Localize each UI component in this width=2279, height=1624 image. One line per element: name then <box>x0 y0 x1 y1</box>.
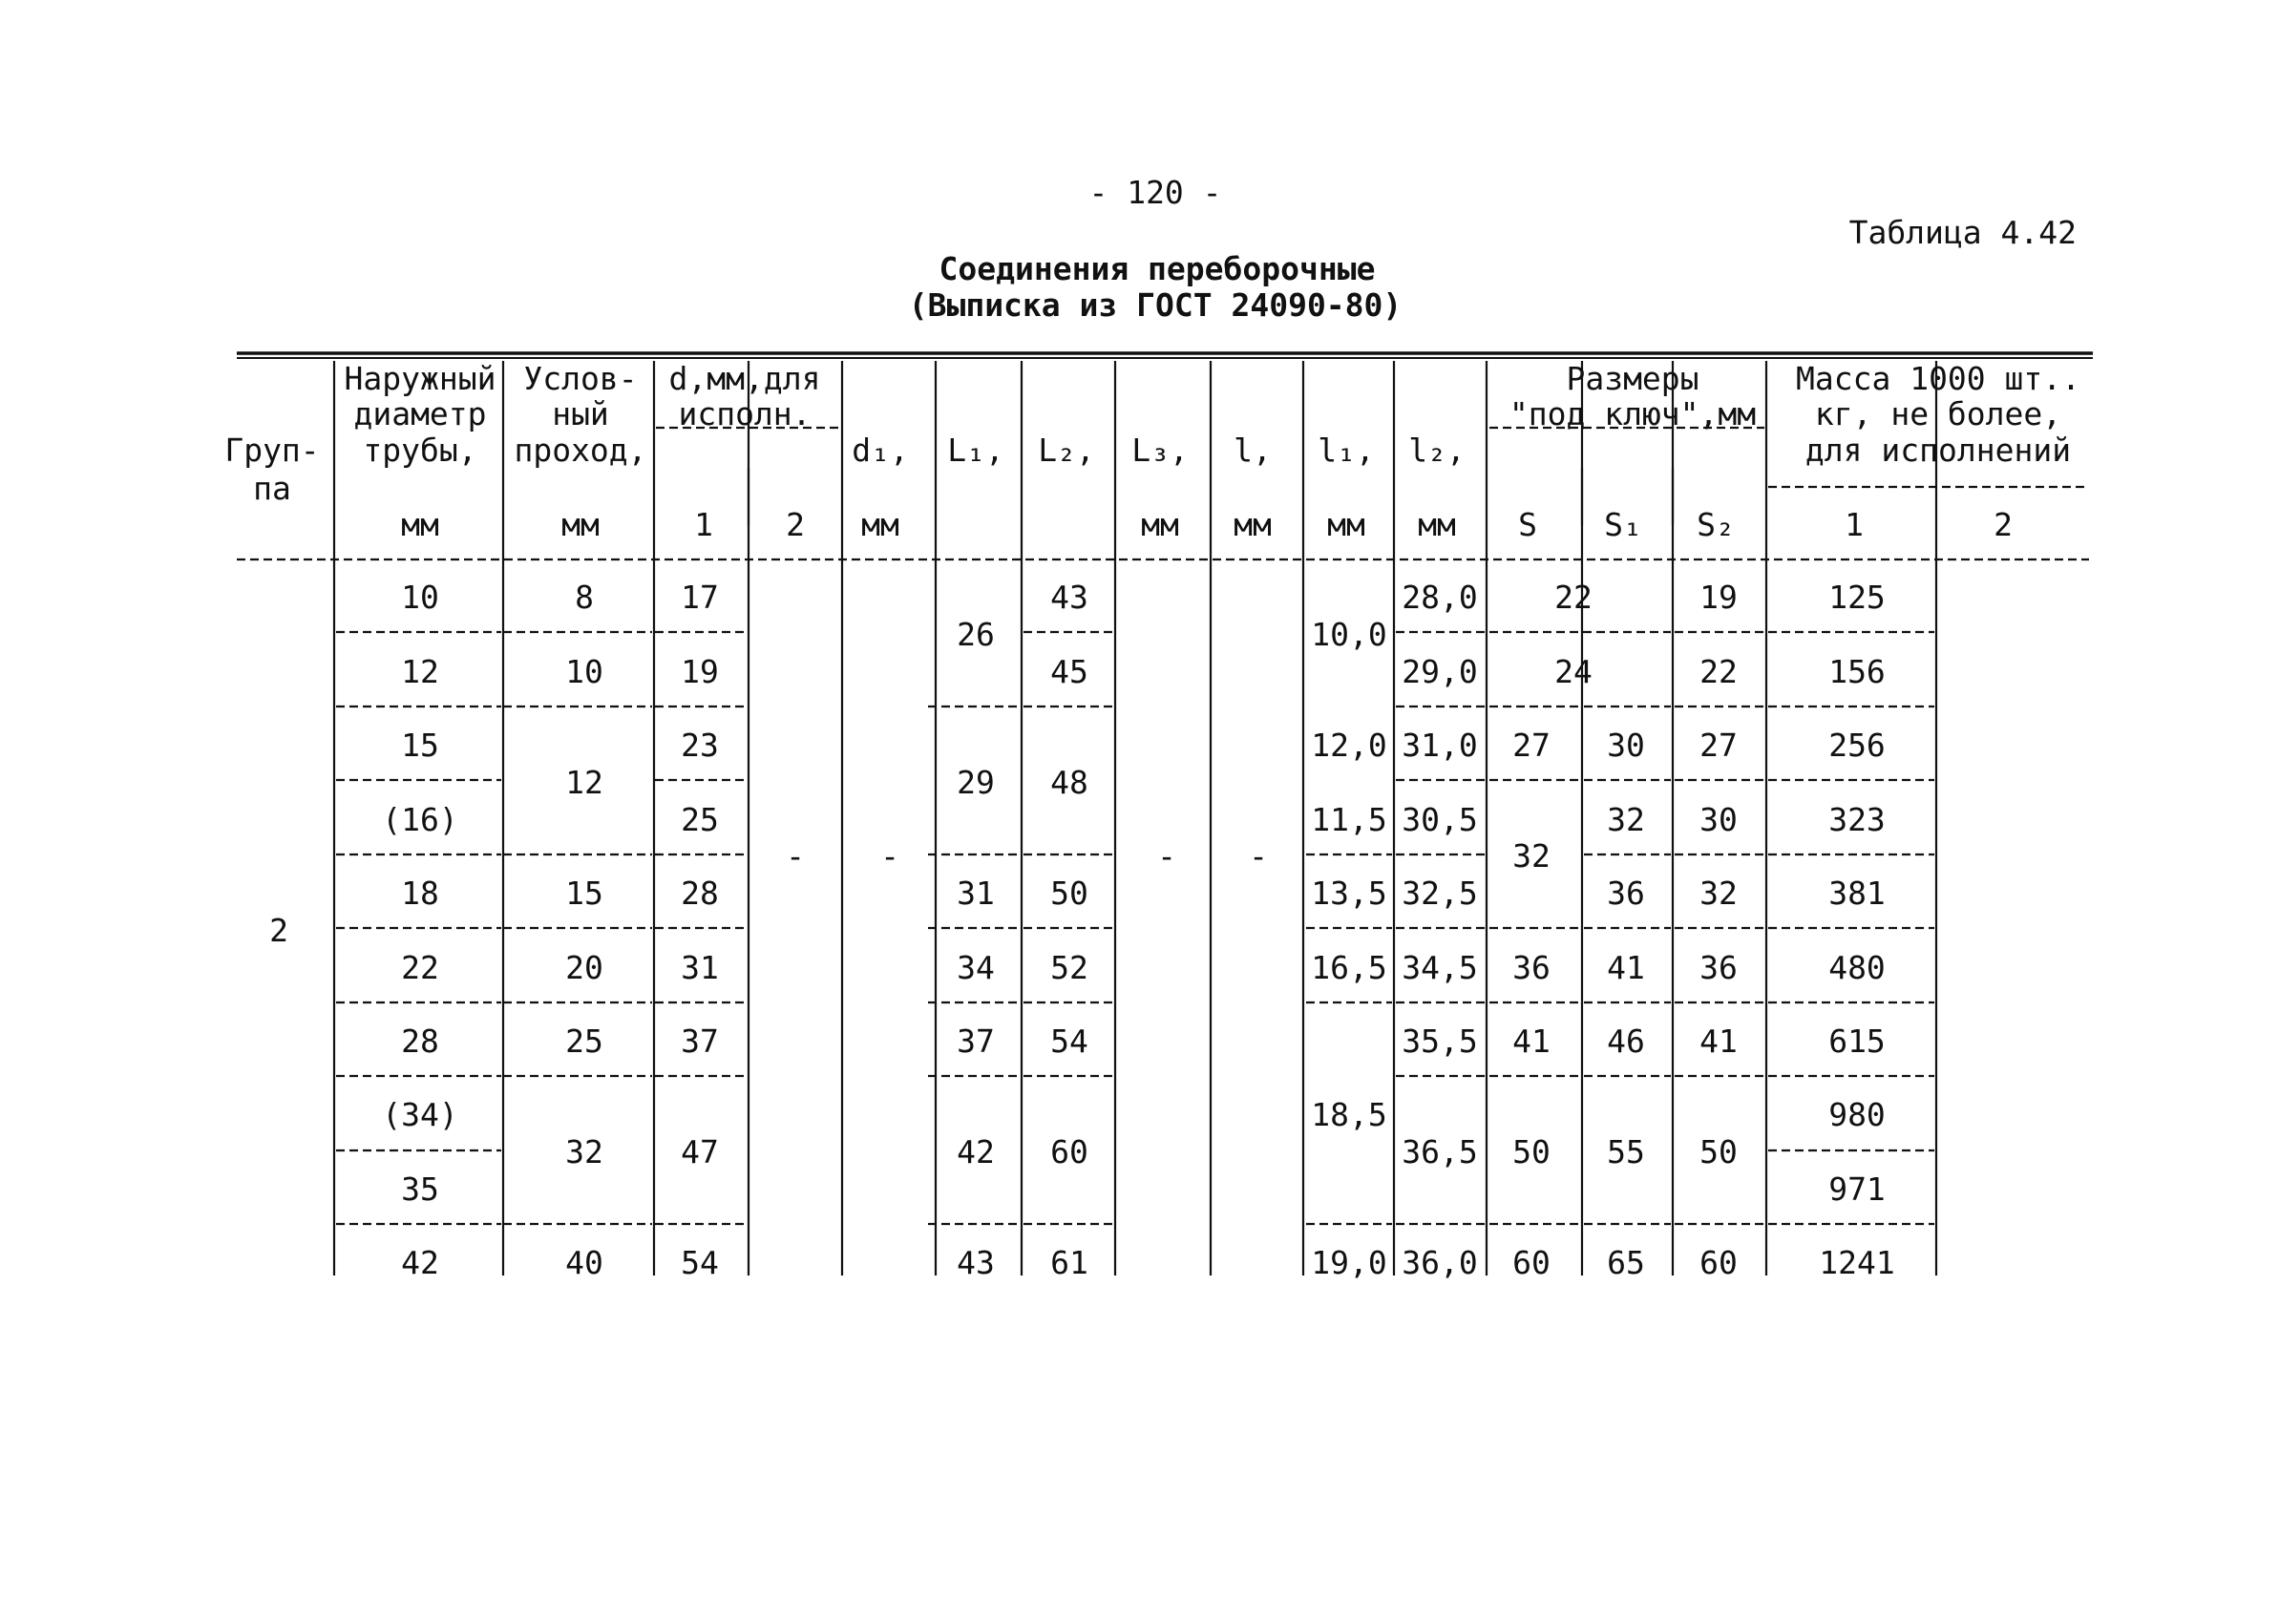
cell-group: 2 <box>269 912 288 949</box>
header-L3: L₃, <box>1131 432 1189 469</box>
table-cell: 32,5 <box>1402 875 1478 912</box>
table-cell: 18 <box>401 875 439 912</box>
table-cell: 25 <box>565 1023 603 1060</box>
table-subtitle: (Выписка из ГОСТ 24090-80) <box>908 286 1403 324</box>
table-cell: 1241 <box>1819 1244 1895 1281</box>
table-cell: 61 <box>1050 1244 1088 1281</box>
table-cell: 30,5 <box>1402 801 1478 838</box>
header-wrench-1: Размеры <box>1566 360 1699 397</box>
table-cell: 18,5 <box>1311 1096 1387 1133</box>
table-cell: 31 <box>681 949 719 986</box>
header-nominal-bore-3: проход, <box>514 432 647 469</box>
table-cell: 12 <box>565 764 603 801</box>
header-d: d,мм,для <box>668 360 821 397</box>
table-cell: 156 <box>1828 653 1886 690</box>
table-label: Таблица 4.42 <box>1848 214 2077 251</box>
table-cell: 32 <box>1699 875 1738 912</box>
table-cell: (34) <box>382 1096 458 1133</box>
table-cell: 30 <box>1699 801 1738 838</box>
header-S1: S₁ <box>1604 506 1642 543</box>
table-cell: 10 <box>565 653 603 690</box>
table-cell: 10 <box>401 579 439 616</box>
table-cell: 36,5 <box>1402 1133 1478 1171</box>
table-cell: 41 <box>1607 949 1645 986</box>
page-number: - 120 - <box>1088 174 1222 211</box>
table-cell: 50 <box>1512 1133 1551 1171</box>
header-l2: l₂, <box>1408 432 1466 469</box>
table-cell: 12,0 <box>1311 727 1387 764</box>
header-L2: L₂, <box>1038 432 1095 469</box>
table-cell: 26 <box>957 616 995 653</box>
header-l1: l₁, <box>1318 432 1375 469</box>
header-wrench-2: "под ключ",мм <box>1509 395 1757 432</box>
table-cell: 19 <box>681 653 719 690</box>
header-group-line2: па <box>253 470 291 507</box>
table-cell: 32 <box>1512 837 1551 875</box>
header-L3-unit: мм <box>1141 506 1179 543</box>
header-mass-exec-1: 1 <box>1845 506 1864 543</box>
table-cell: 54 <box>681 1244 719 1281</box>
header-outer-diameter-unit: мм <box>401 506 439 543</box>
cell-L3-dash: - <box>1157 837 1176 875</box>
table-cell: 43 <box>957 1244 995 1281</box>
table-cell: 37 <box>681 1023 719 1060</box>
table-cell: 35,5 <box>1402 1023 1478 1060</box>
table-cell: 60 <box>1050 1133 1088 1171</box>
table-cell: 41 <box>1699 1023 1738 1060</box>
table-cell: 34,5 <box>1402 949 1478 986</box>
table-cell: 54 <box>1050 1023 1088 1060</box>
table-cell: 29,0 <box>1402 653 1478 690</box>
header-group-line1: Груп- <box>224 432 320 469</box>
table-cell: 55 <box>1607 1133 1645 1171</box>
table-cell: 480 <box>1828 949 1886 986</box>
table-cell: 36 <box>1607 875 1645 912</box>
table-cell: (16) <box>382 801 458 838</box>
header-S2: S₂ <box>1697 506 1735 543</box>
table-cell: 28 <box>401 1023 439 1060</box>
table-cell: 32 <box>1607 801 1645 838</box>
table-cell: 31,0 <box>1402 727 1478 764</box>
table-cell: 52 <box>1050 949 1088 986</box>
table-cell: 15 <box>401 727 439 764</box>
table-cell: 8 <box>575 579 594 616</box>
table-cell: 41 <box>1512 1023 1551 1060</box>
table-cell: 25 <box>681 801 719 838</box>
table-cell: 42 <box>957 1133 995 1171</box>
table-cell: 60 <box>1512 1244 1551 1281</box>
table-cell: 15 <box>565 875 603 912</box>
table-cell: 65 <box>1607 1244 1645 1281</box>
table-cell: 35 <box>401 1171 439 1208</box>
table-cell: 16,5 <box>1311 949 1387 986</box>
cell-d1-dash: - <box>880 837 899 875</box>
table-cell: 971 <box>1828 1171 1886 1208</box>
header-l-unit: мм <box>1234 506 1272 543</box>
header-d-exec-2: 2 <box>786 506 805 543</box>
table-cell: 28 <box>681 875 719 912</box>
table-cell: 22 <box>401 949 439 986</box>
table-cell: 22 <box>1699 653 1738 690</box>
header-nominal-bore-2: ный <box>552 395 609 432</box>
table-cell: 27 <box>1512 727 1551 764</box>
table-cell: 10,0 <box>1311 616 1387 653</box>
header-mass-exec-2: 2 <box>1994 506 2013 543</box>
table-cell: 32 <box>565 1133 603 1171</box>
table-cell: 12 <box>401 653 439 690</box>
table-cell: 19 <box>1699 579 1738 616</box>
table-cell: 43 <box>1050 579 1088 616</box>
table-cell: 37 <box>957 1023 995 1060</box>
header-mass-2: кг, не более, <box>1814 395 2062 432</box>
table-cell: 19,0 <box>1311 1244 1387 1281</box>
table-cell: 48 <box>1050 764 1088 801</box>
cell-d-exec-2-dash: - <box>786 837 805 875</box>
cell-l-dash: - <box>1249 837 1268 875</box>
table-cell: 36,0 <box>1402 1244 1478 1281</box>
header-l2-unit: мм <box>1418 506 1456 543</box>
table-cell: 28,0 <box>1402 579 1478 616</box>
header-outer-diameter-1: Наружный <box>344 360 496 397</box>
table-title: Соединения переборочные <box>939 250 1376 287</box>
table-cell: 323 <box>1828 801 1886 838</box>
table-cell: 256 <box>1828 727 1886 764</box>
header-d-exec-1: 1 <box>694 506 713 543</box>
table-cell: 23 <box>681 727 719 764</box>
table-cell: 34 <box>957 949 995 986</box>
header-L1: L₁, <box>947 432 1004 469</box>
table-cell: 45 <box>1050 653 1088 690</box>
table-cell: 24 <box>1554 653 1593 690</box>
table-cell: 125 <box>1828 579 1886 616</box>
header-mass-3: для исполнений <box>1804 432 2072 469</box>
table-cell: 40 <box>565 1244 603 1281</box>
table-cell: 381 <box>1828 875 1886 912</box>
header-nominal-bore-unit: мм <box>561 506 600 543</box>
header-nominal-bore-1: Услов- <box>523 360 638 397</box>
table-cell: 36 <box>1699 949 1738 986</box>
table-cell: 27 <box>1699 727 1738 764</box>
header-d1: d₁, <box>852 432 909 469</box>
header-d1-unit: мм <box>861 506 899 543</box>
table-cell: 615 <box>1828 1023 1886 1060</box>
table-cell: 47 <box>681 1133 719 1171</box>
header-S: S <box>1518 506 1537 543</box>
table-cell: 46 <box>1607 1023 1645 1060</box>
table-cell: 20 <box>565 949 603 986</box>
table-cell: 50 <box>1699 1133 1738 1171</box>
header-l: l, <box>1234 432 1272 469</box>
header-outer-diameter-3: трубы, <box>363 432 477 469</box>
table-cell: 31 <box>957 875 995 912</box>
table-cell: 42 <box>401 1244 439 1281</box>
table-cell: 50 <box>1050 875 1088 912</box>
table-cell: 17 <box>681 579 719 616</box>
table-cell: 22 <box>1554 579 1593 616</box>
header-d-exec: исполн. <box>678 395 812 432</box>
table-cell: 60 <box>1699 1244 1738 1281</box>
table-cell: 13,5 <box>1311 875 1387 912</box>
table-cell: 29 <box>957 764 995 801</box>
table-cell: 980 <box>1828 1096 1886 1133</box>
table-cell: 11,5 <box>1311 801 1387 838</box>
header-outer-diameter-2: диаметр <box>353 395 487 432</box>
table-cell: 30 <box>1607 727 1645 764</box>
header-mass-1: Масса 1000 шт.. <box>1795 360 2081 397</box>
header-l1-unit: мм <box>1327 506 1365 543</box>
table-cell: 36 <box>1512 949 1551 986</box>
